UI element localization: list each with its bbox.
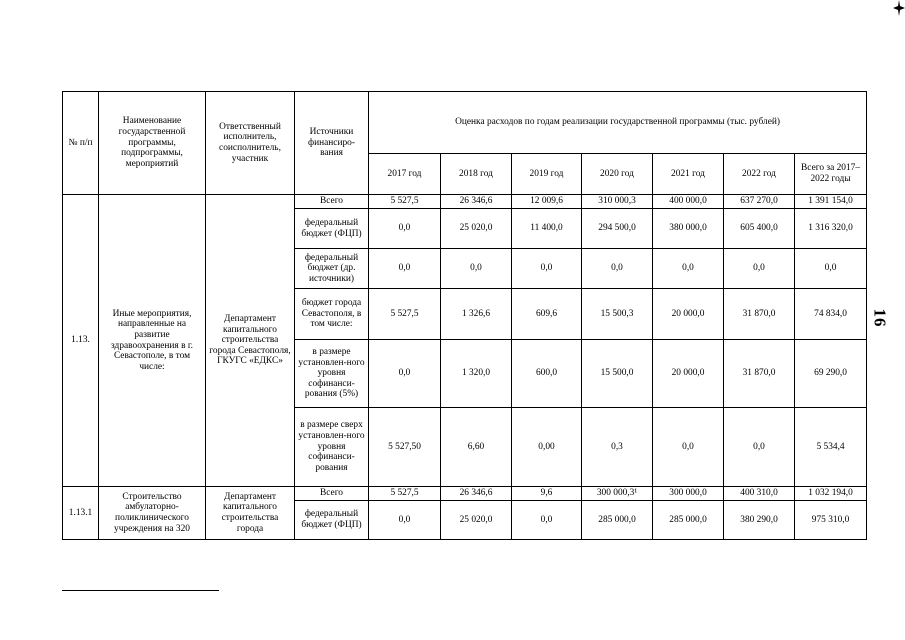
value-cell: 0,0 bbox=[369, 209, 441, 249]
header-year-2020: 2020 год bbox=[582, 154, 653, 195]
header-sources: Источники финансиро-вания bbox=[295, 92, 369, 195]
header-name: Наименование государственной программы, подпрограммы, мероприятий bbox=[99, 92, 206, 195]
value-cell: 1 326,6 bbox=[441, 289, 512, 340]
value-cell: 0,0 bbox=[795, 249, 867, 289]
value-cell: 5 527,50 bbox=[369, 408, 441, 487]
value-cell: 605 400,0 bbox=[724, 209, 795, 249]
header-year-total: Всего за 2017–2022 годы bbox=[795, 154, 867, 195]
value-cell: 285 000,0 bbox=[653, 501, 724, 540]
source-cell: бюджет города Севастополя, в том числе: bbox=[295, 289, 369, 340]
value-cell: 20 000,0 bbox=[653, 289, 724, 340]
page-number bbox=[864, 300, 894, 336]
block2-num: 1.13.1 bbox=[63, 487, 99, 540]
value-cell: 5 527,5 bbox=[369, 487, 441, 501]
value-cell: 0,0 bbox=[441, 249, 512, 289]
value-cell: 5 527,5 bbox=[369, 289, 441, 340]
block1-executor: Департамент капитального строительства города Севастополя, ГКУГС «ЕДКС» bbox=[206, 195, 295, 487]
table-row bbox=[63, 487, 867, 501]
value-cell: 0,00 bbox=[512, 408, 582, 487]
value-cell: 11 400,0 bbox=[512, 209, 582, 249]
budget-table bbox=[62, 91, 867, 540]
value-cell: 0,3 bbox=[582, 408, 653, 487]
header-row-top bbox=[63, 92, 867, 154]
value-cell: 0,0 bbox=[724, 249, 795, 289]
header-year-2022: 2022 год bbox=[724, 154, 795, 195]
value-cell: 74 834,0 bbox=[795, 289, 867, 340]
value-cell: 15 500,3 bbox=[582, 289, 653, 340]
value-cell: 0,0 bbox=[653, 249, 724, 289]
header-num: № п/п bbox=[63, 92, 99, 195]
value-cell: 0,0 bbox=[369, 501, 441, 540]
footnote-rule bbox=[62, 590, 219, 591]
source-cell: федеральный бюджет (ФЦП) bbox=[295, 501, 369, 540]
value-cell: 0,0 bbox=[653, 408, 724, 487]
value-cell: 20 000,0 bbox=[653, 340, 724, 408]
value-cell: 1 320,0 bbox=[441, 340, 512, 408]
header-year-2017: 2017 год bbox=[369, 154, 441, 195]
value-cell: 0,0 bbox=[369, 249, 441, 289]
value-cell: 310 000,3 bbox=[582, 195, 653, 209]
source-cell: в размере сверх установлен-ного уровня софинанси-рования bbox=[295, 408, 369, 487]
source-cell: Всего bbox=[295, 195, 369, 209]
value-cell: 69 290,0 bbox=[795, 340, 867, 408]
value-cell: 609,6 bbox=[512, 289, 582, 340]
value-cell: 600,0 bbox=[512, 340, 582, 408]
value-cell: 294 500,0 bbox=[582, 209, 653, 249]
value-cell: 0,0 bbox=[512, 249, 582, 289]
source-cell: в размере установлен-ного уровня софинанси-рования (5%) bbox=[295, 340, 369, 408]
header-year-2021: 2021 год bbox=[653, 154, 724, 195]
value-cell: 26 346,6 bbox=[441, 195, 512, 209]
header-year-2019: 2019 год bbox=[512, 154, 582, 195]
value-cell: 0,0 bbox=[724, 408, 795, 487]
value-cell: 0,0 bbox=[512, 501, 582, 540]
table-row bbox=[63, 195, 867, 209]
value-cell: 637 270,0 bbox=[724, 195, 795, 209]
value-cell: 25 020,0 bbox=[441, 501, 512, 540]
value-cell: 5 527,5 bbox=[369, 195, 441, 209]
value-cell: 380 290,0 bbox=[724, 501, 795, 540]
block1-num: 1.13. bbox=[63, 195, 99, 487]
value-cell: 300 000,3¹ bbox=[582, 487, 653, 501]
value-cell: 0,0 bbox=[582, 249, 653, 289]
source-cell: Всего bbox=[295, 487, 369, 501]
value-cell: 400 310,0 bbox=[724, 487, 795, 501]
block2-name: Строительство амбулаторно-поликлинического учреждения на 320 bbox=[99, 487, 206, 540]
source-cell: федеральный бюджет (др. источники) bbox=[295, 249, 369, 289]
value-cell: 400 000,0 bbox=[653, 195, 724, 209]
value-cell: 0,0 bbox=[369, 340, 441, 408]
value-cell: 300 000,0 bbox=[653, 487, 724, 501]
value-cell: 1 032 194,0 bbox=[795, 487, 867, 501]
block2-executor: Департамент капитального строительства города bbox=[206, 487, 295, 540]
value-cell: 6,60 bbox=[441, 408, 512, 487]
value-cell: 975 310,0 bbox=[795, 501, 867, 540]
value-cell: 25 020,0 bbox=[441, 209, 512, 249]
value-cell: 380 000,0 bbox=[653, 209, 724, 249]
block1-name: Иные мероприятия, направленные на развитие здравоохранения в г. Севастополе, в том числе: bbox=[99, 195, 206, 487]
value-cell: 31 870,0 bbox=[724, 289, 795, 340]
value-cell: 9,6 bbox=[512, 487, 582, 501]
value-cell: 1 316 320,0 bbox=[795, 209, 867, 249]
header-year-2018: 2018 год bbox=[441, 154, 512, 195]
value-cell: 26 346,6 bbox=[441, 487, 512, 501]
value-cell: 12 009,6 bbox=[512, 195, 582, 209]
page-number-text: 16 bbox=[870, 308, 889, 328]
value-cell: 1 391 154,0 bbox=[795, 195, 867, 209]
value-cell: 31 870,0 bbox=[724, 340, 795, 408]
value-cell: 15 500,0 bbox=[582, 340, 653, 408]
source-cell: федеральный бюджет (ФЦП) bbox=[295, 209, 369, 249]
corner-mark-icon bbox=[893, 0, 905, 16]
header-estimate: Оценка расходов по годам реализации государственной программы (тыс. рублей) bbox=[369, 92, 867, 154]
value-cell: 285 000,0 bbox=[582, 501, 653, 540]
header-executor: Ответственный исполнитель, соисполнитель, участник bbox=[206, 92, 295, 195]
value-cell: 5 534,4 bbox=[795, 408, 867, 487]
